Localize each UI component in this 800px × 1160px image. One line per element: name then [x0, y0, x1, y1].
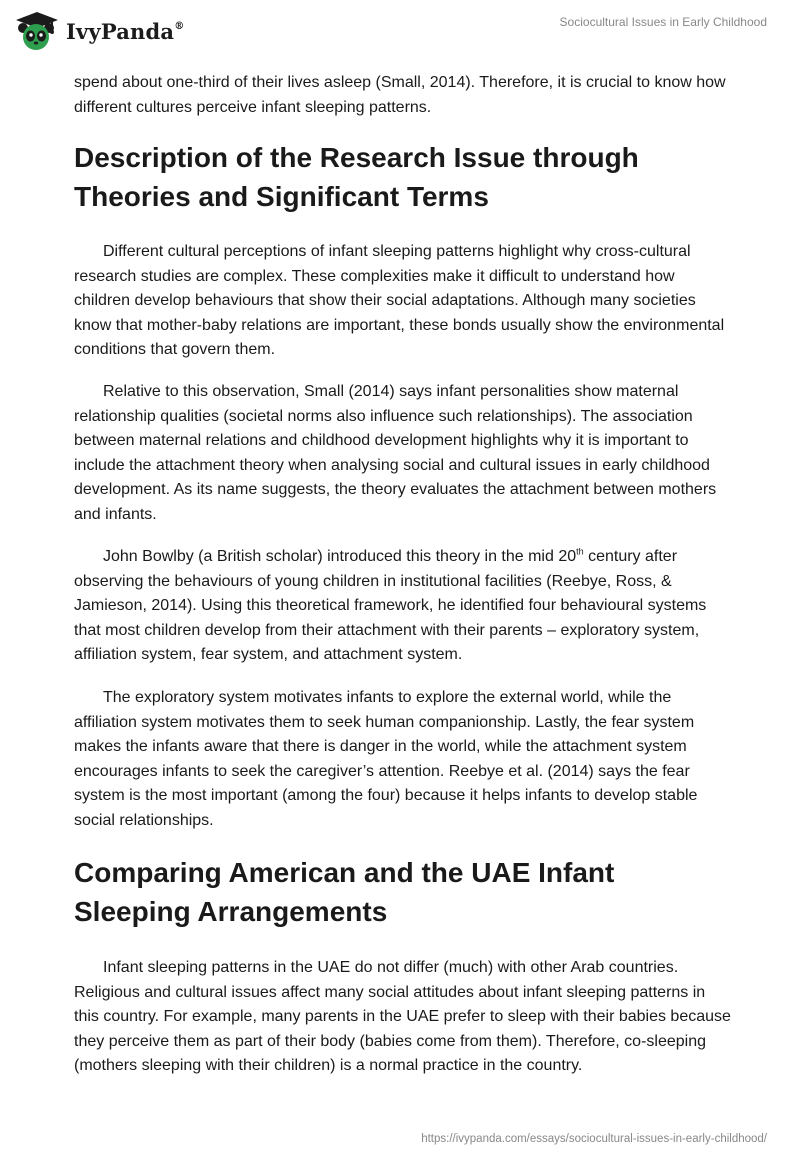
body-paragraph: Infant sleeping patterns in the UAE do not differ (much) with other Arab countries. Religious and cultural issues affect many social attitudes about infant sleeping patterns in this country. For example, many parents in the UAE prefer to sleep with their babies because they perceive them as part of their body (babies come from them). Therefore, co-sleeping (mothers sleeping with their children) is a normal practice in the country. — [74, 959, 731, 1074]
source-url[interactable]: https://ivypanda.com/essays/sociocultural-issues-in-early-childhood/ — [421, 1133, 767, 1145]
section-heading-comparison: Comparing American and the UAE Infant Sleeping Arrangements — [74, 857, 615, 927]
intro-paragraph: spend about one-third of their lives asleep (Small, 2014). Therefore, it is crucial to know how different cultures perceive infant sleeping patterns. — [74, 74, 726, 116]
panda-graduation-cap-icon — [14, 10, 60, 52]
section-heading-research-issue: Description of the Research Issue through Theories and Significant Terms — [74, 142, 639, 212]
body-paragraph: The exploratory system motivates infants to explore the external world, while the affiliation system motivates them to seek human companionship. Lastly, the fear system makes the infants aware that there is danger in the world, while the attachment system encourages infants to seek the caregiver’s attention. Reebye et al. (2014) says the fear system is the most important (among the four) because it helps infants to develop stable social relationships. — [74, 689, 698, 829]
brand-name: IvyPanda® — [66, 18, 185, 44]
registered-mark: ® — [174, 20, 185, 32]
document-title: Sociocultural Issues in Early Childhood — [559, 15, 767, 29]
superscript-th: th — [576, 546, 584, 557]
body-paragraph: Different cultural perceptions of infant sleeping patterns highlight why cross-cultural research studies are complex. These complexities make it difficult to understand how children develop behaviours that show their social adaptations. Although many societies know that mother-baby relations are important, these bonds usually show the environmental conditions that govern them. — [74, 243, 725, 358]
ivypanda-logo[interactable] — [14, 10, 184, 52]
body-paragraph: John Bowlby (a British scholar) introduced this theory in the mid 20th century after observing the behaviours of young children in institutional facilities (Reebye, Ross, & Jamieson, 2014). Using this theoretical framework, he identified four behavioural systems that most children develop from their attachment with their parents – exploratory system, affiliation system, fear system, and attachment system. — [74, 546, 707, 663]
body-paragraph: Relative to this observation, Small (2014) says infant personalities show maternal relationship qualities (societal norms also influence such relationships). The association between maternal relations and childhood development highlights why it is important to include the attachment theory when analysing social and cultural issues in early childhood development. As its name suggests, the theory evaluates the attachment between mothers and infants. — [74, 383, 717, 523]
page-header — [0, 0, 800, 64]
